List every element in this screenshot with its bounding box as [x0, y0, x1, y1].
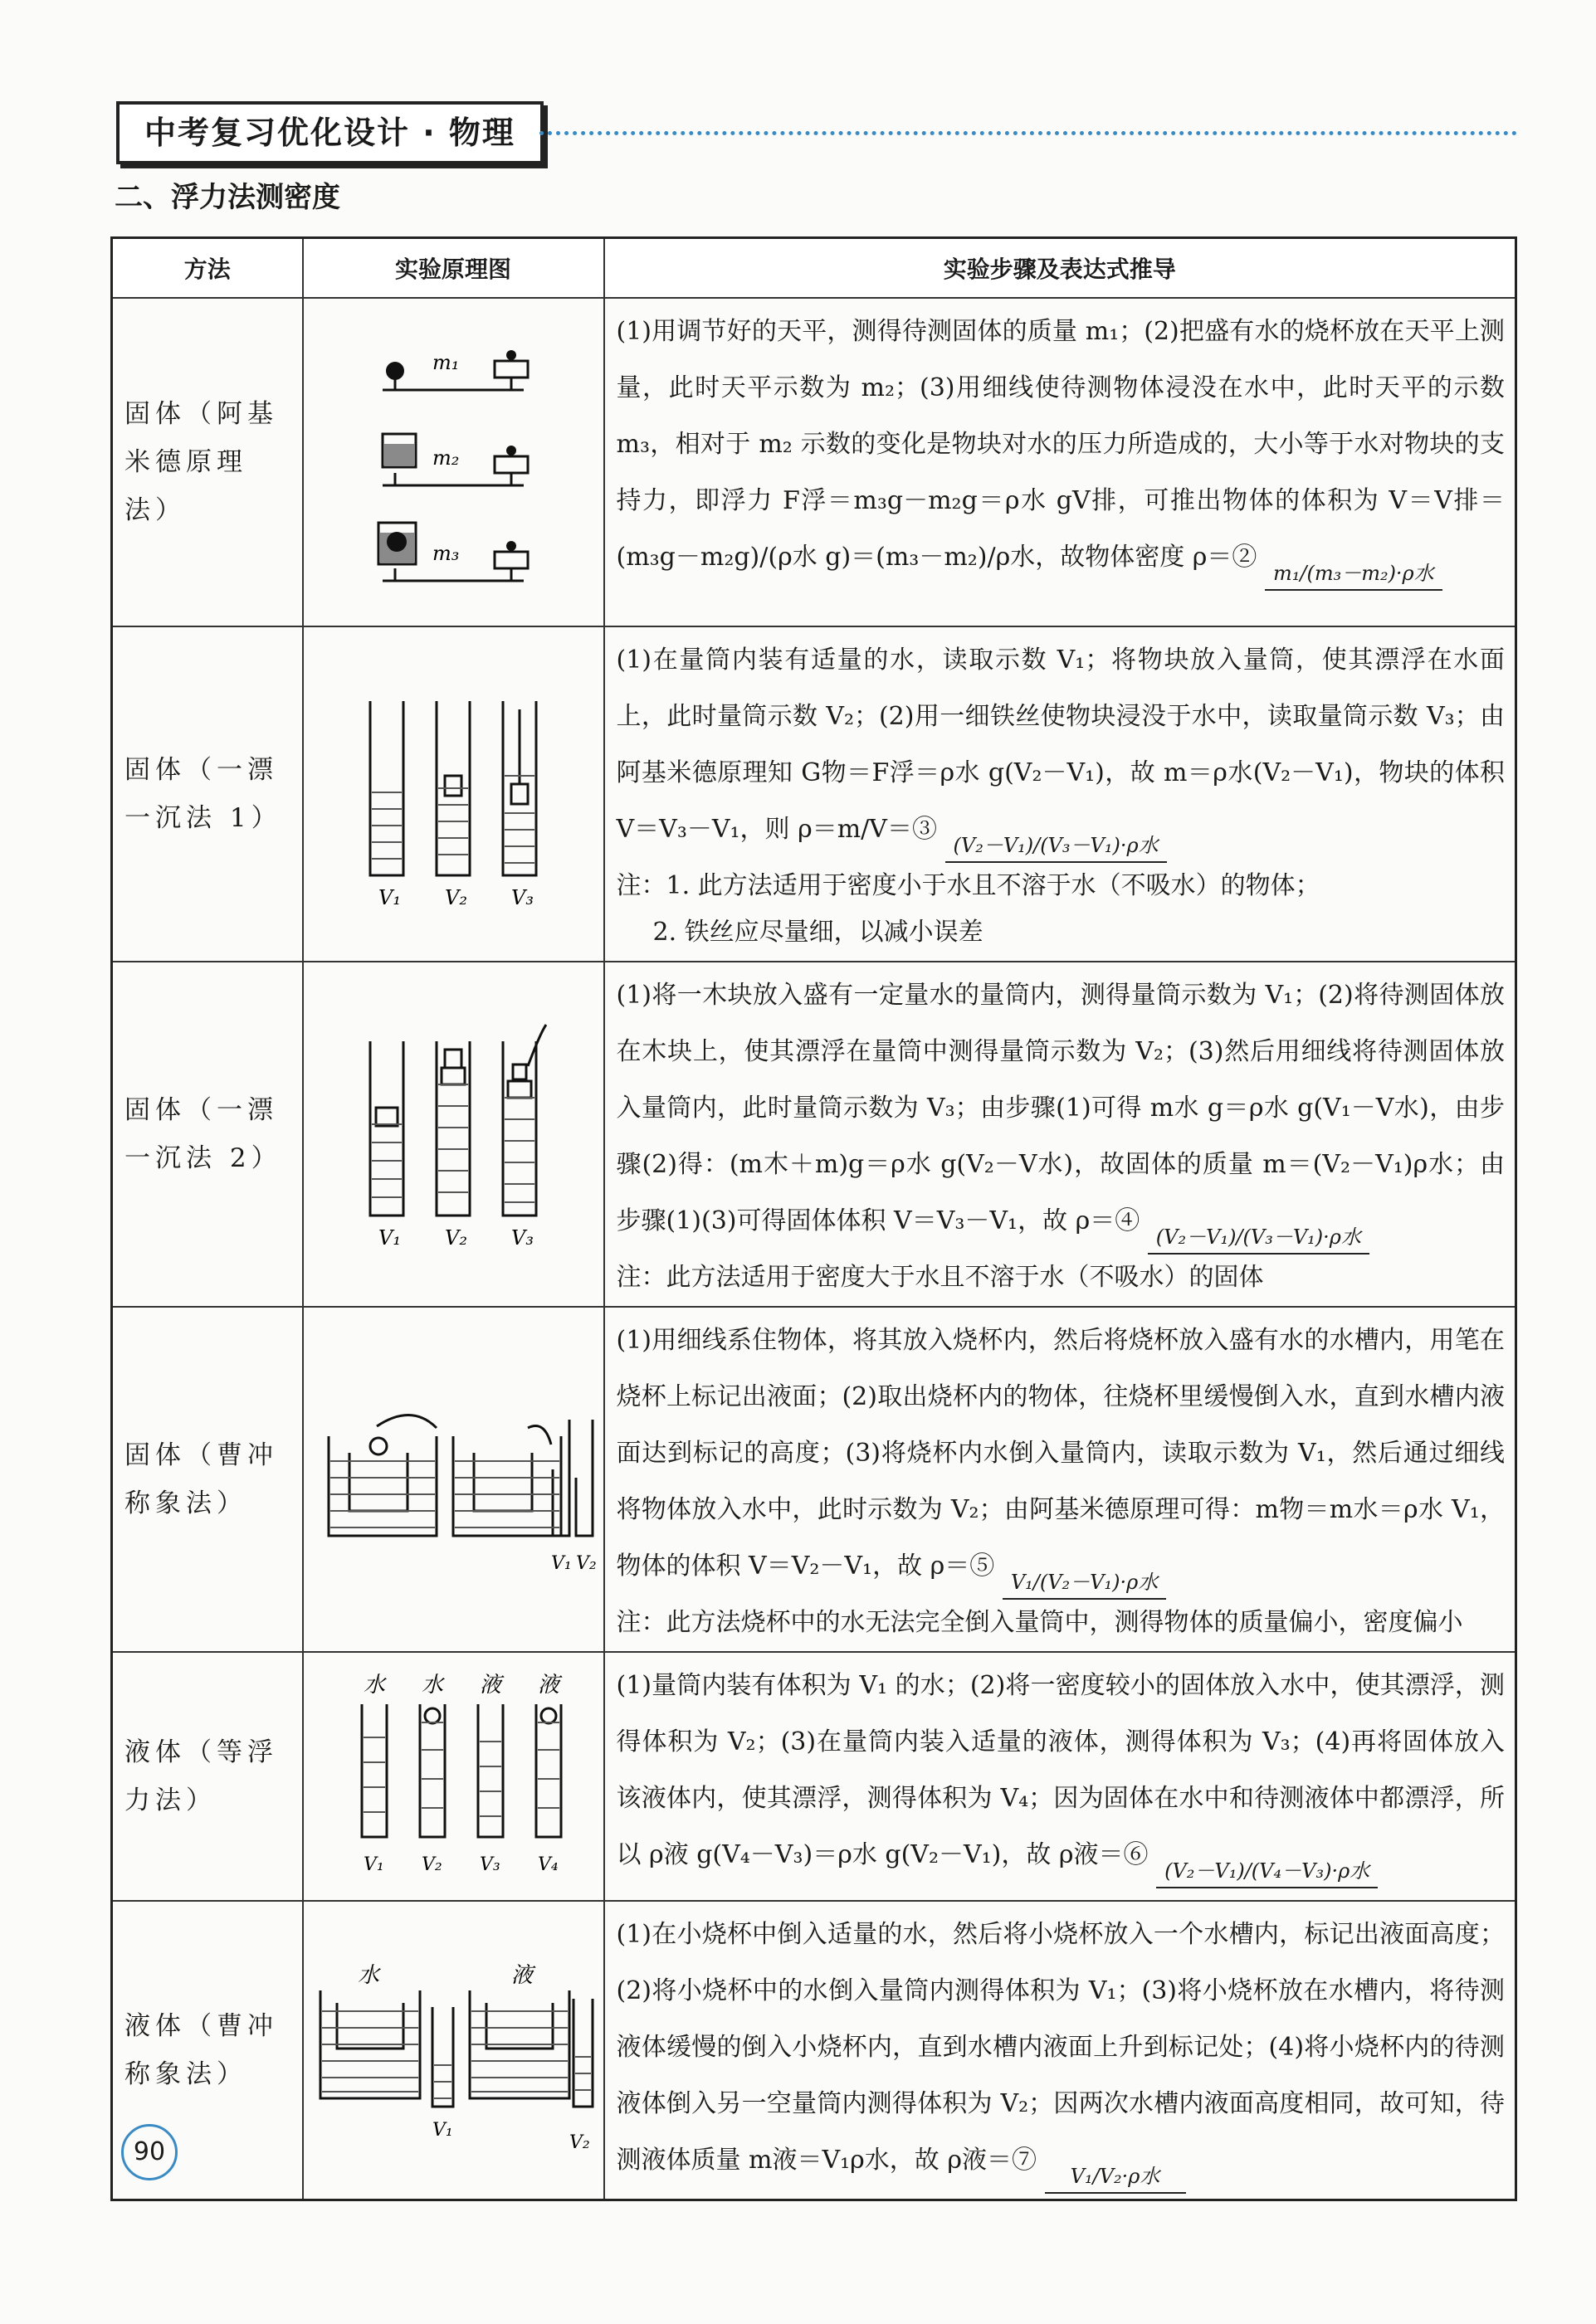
- diagram-cell: [303, 962, 604, 1307]
- page-number: 90: [121, 2124, 178, 2180]
- label-v2: V₂: [422, 1854, 442, 1875]
- method-cell: 固体（曹冲称象法）: [112, 1307, 303, 1652]
- steps-text: (1)在小烧杯中倒入适量的水，然后将小烧杯放入一个水槽内，标记出液面高度；(2)将小烧杯中的水倒入量筒内测得体积为 V₁；(3)将小烧杯放在水槽内，将待测液体缓慢的倒入小烧杯内，直到水槽内液面上升到标记处；(4)将小烧杯内的待测液体倒入另一空量筒内测得体积为 V₂；因两次水槽内液面高度相同，故可知，待测液体质量 m液＝V₁ρ水，故 ρ液＝⑦: [616, 1920, 1505, 2175]
- label-v3: V₃: [511, 1226, 534, 1250]
- answer-blank-4: (V₂－V₁)/(V₃－V₁)·ρ水: [1148, 1225, 1369, 1255]
- note-1: 注：1. 此方法适用于密度小于水且不溶于水（不吸水）的物体；: [616, 871, 1320, 900]
- steps-text: (1)用细线系住物体，将其放入烧杯内，然后将烧杯放入盛有水的水槽内，用笔在烧杯上标记出液面；(2)取出烧杯内的物体，往烧杯里缓慢倒入水，直到水槽内液面达到标记的高度；(3)将烧杯内水倒入量筒内，读取示数为 V₁，然后通过细线将物体放入水中，此时示数为 V₂；由阿基米德原理可得：m物＝m水＝ρ水 V₁，物体的体积 V＝V₂－V₁，故 ρ＝⑤: [616, 1326, 1505, 1581]
- label-liquid-1: 液: [480, 1673, 502, 1698]
- label-v2: V₂: [445, 1226, 467, 1250]
- method-cell: 固体（一漂一沉法 2）: [112, 962, 303, 1307]
- steps-text: (1)将一木块放入盛有一定量水的量筒内，测得量筒示数为 V₁；(2)将待测固体放在木块上，使其漂浮在量筒中测得量筒示数为 V₂；(3)然后用细线将待测固体放入量筒内，此时量筒示数为 V₃；由步骤(1)可得 m水 g＝ρ水 g(V₁－V水)，由步骤(2)得：(m木＋m)g＝ρ水 g(V₂－V水)，故固体的质量 m＝(V₂－V₁)ρ水；由步骤(1)(3)可得固体体积 V＝V₃－V₁，故 ρ＝④: [616, 981, 1505, 1235]
- label-v1: V₁: [378, 886, 401, 909]
- answer-blank-3: (V₂－V₁)/(V₃－V₁)·ρ水: [945, 833, 1167, 863]
- diagram-cell: [303, 298, 604, 626]
- steps-cell: [604, 1901, 1516, 2200]
- cylinder-diagram: [329, 668, 578, 917]
- header-divider: [539, 131, 1517, 135]
- balance-diagram: [316, 303, 590, 618]
- label-m1: m₁: [432, 351, 460, 374]
- table-row: [112, 1901, 1516, 2200]
- method-cell: 固体（阿基米德原理法）: [112, 298, 303, 626]
- header-method: 方法: [112, 238, 303, 299]
- cylinder-diagram: [329, 1008, 578, 1257]
- table-row: [112, 1652, 1516, 1901]
- note-1: 注：此方法适用于密度大于水且不溶于水（不吸水）的固体: [616, 1263, 1264, 1292]
- steps-cell: [604, 1652, 1516, 1901]
- label-water: 水: [358, 1963, 380, 1988]
- diagram-cell: [303, 626, 604, 962]
- book-title: 中考复习优化设计 · 物理: [116, 101, 544, 164]
- label-v1: V₁: [378, 1226, 401, 1250]
- diagram-cell: [303, 1901, 604, 2200]
- label-v2: V₂: [576, 1553, 597, 1574]
- steps-cell: [604, 298, 1516, 626]
- label-v3: V₃: [511, 886, 534, 909]
- label-liquid-2: 液: [538, 1673, 560, 1698]
- answer-blank-7: V₁/V₂·ρ水: [1045, 2164, 1186, 2194]
- steps-cell: [604, 1307, 1516, 1652]
- label-m2: m₂: [432, 446, 460, 470]
- header-steps: 实验步骤及表达式推导: [604, 238, 1516, 299]
- diagram-cell: [303, 1652, 604, 1901]
- table-row: [112, 962, 1516, 1307]
- method-cell: 固体（一漂一沉法 1）: [112, 626, 303, 962]
- equal-buoyancy-diagram: [329, 1663, 578, 1887]
- header-diagram: 实验原理图: [303, 238, 604, 299]
- label-v2: V₂: [445, 886, 467, 909]
- label-v2: V₂: [569, 2132, 590, 2153]
- label-v4: V₄: [538, 1854, 559, 1875]
- label-water-1: 水: [364, 1673, 386, 1698]
- answer-blank-2: m₁/(m₃－m₂)·ρ水: [1265, 561, 1442, 591]
- label-v1: V₁: [432, 2120, 453, 2141]
- diagram-cell: [303, 1307, 604, 1652]
- note-1: 注：此方法烧杯中的水无法完全倒入量筒中，测得物体的质量偏小，密度偏小: [616, 1608, 1463, 1637]
- method-cell: 液体（等浮力法）: [112, 1652, 303, 1901]
- steps-text: (1)在量筒内装有适量的水，读取示数 V₁；将物块放入量筒，使其漂浮在水面上，此时量筒示数 V₂；(2)用一细铁丝使物块浸没于水中，读取量筒示数 V₃；由阿基米德原理知 G物＝F浮＝ρ水 g(V₂－V₁)，故 m＝ρ水(V₂－V₁)，物块的体积 V＝V₃－V₁，则 ρ＝m/V＝③: [616, 646, 1505, 844]
- label-v3: V₃: [480, 1854, 500, 1875]
- table-header-row: [112, 238, 1516, 299]
- method-cell: 液体（曹冲称象法）: [112, 1901, 303, 2200]
- table-row: [112, 298, 1516, 626]
- table-row: [112, 626, 1516, 962]
- label-v1: V₁: [551, 1553, 572, 1574]
- note-2: 2. 铁丝应尽量细，以减小误差: [652, 918, 983, 947]
- steps-cell: [604, 962, 1516, 1307]
- table-row: [112, 1307, 1516, 1652]
- label-liquid: 液: [511, 1963, 534, 1988]
- label-m3: m₃: [432, 542, 460, 565]
- displacement-diagram: [312, 1370, 597, 1586]
- answer-blank-5: V₁/(V₂－V₁)·ρ水: [1003, 1570, 1166, 1600]
- steps-text: (1)量筒内装有体积为 V₁ 的水；(2)将一密度较小的固体放入水中，使其漂浮，测得体积为 V₂；(3)在量筒内装入适量的液体，测得体积为 V₃；(4)再将固体放入该液体内，使其漂浮，测得体积为 V₄；因为固体在水中和待测液体中都漂浮，所以 ρ液 g(V₄－V₃)＝ρ水 g(V₂－V₁)，故 ρ液＝⑥: [616, 1671, 1505, 1869]
- liquid-displacement-diagram: [312, 1941, 594, 2156]
- density-methods-table: [110, 236, 1517, 2201]
- section-title: 二、浮力法测密度: [115, 181, 340, 214]
- label-v1: V₁: [364, 1854, 384, 1875]
- steps-cell: [604, 626, 1516, 962]
- label-water-2: 水: [422, 1673, 444, 1698]
- steps-text: (1)用调节好的天平，测得待测固体的质量 m₁；(2)把盛有水的烧杯放在天平上测量，此时天平示数为 m₂；(3)用细线使待测物体浸没在水中，此时天平的示数 m₃，相对于 m₂ 示数的变化是物块对水的压力所造成的，大小等于水对物块的支持力，即浮力 F浮＝m₃g－m₂g＝ρ水 gV排，可推出物体的体积为 V＝V排＝(m₃g－m₂g)/(ρ水 g)＝(m₃－m₂)/ρ水，故物体密度 ρ＝②: [616, 317, 1505, 572]
- answer-blank-6: (V₂－V₁)/(V₄－V₃)·ρ水: [1156, 1859, 1378, 1888]
